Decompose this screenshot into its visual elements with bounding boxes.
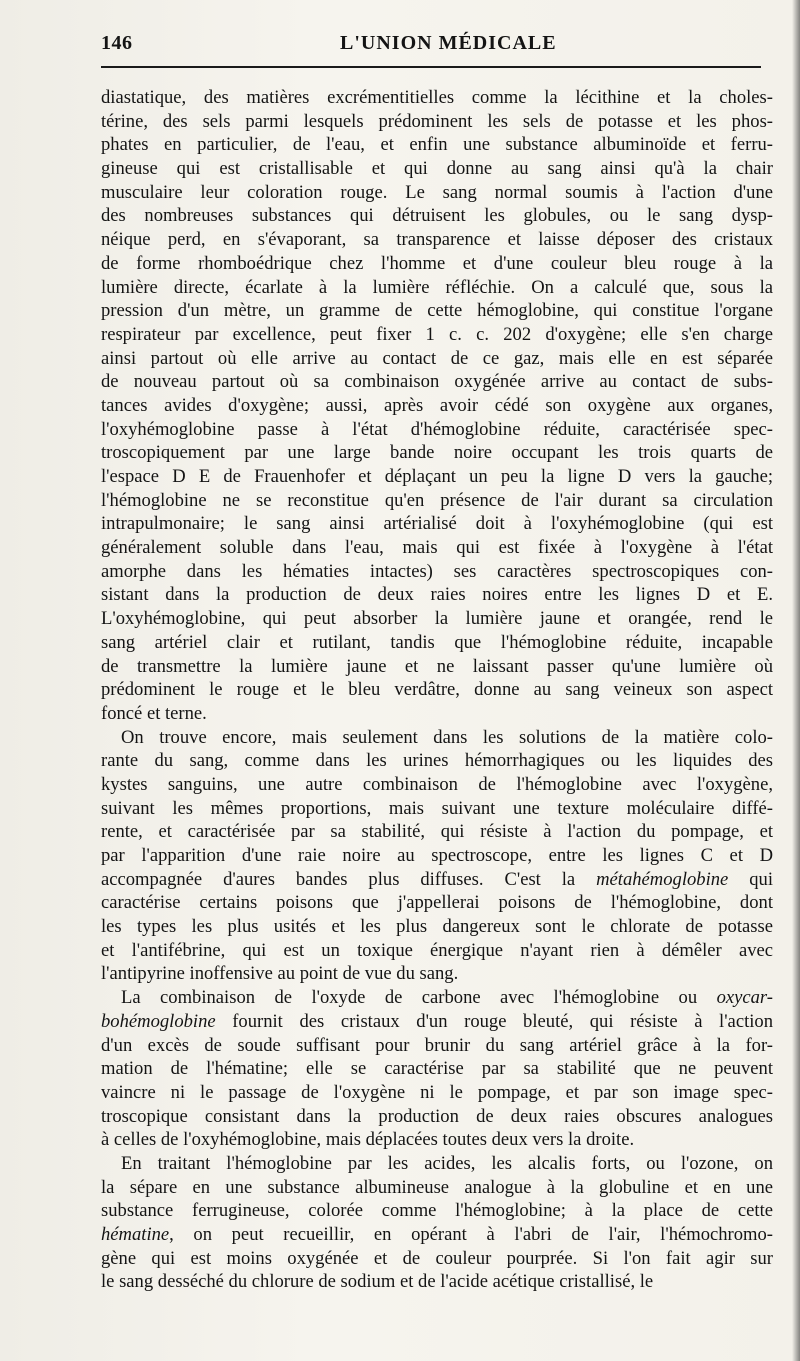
text-line: lumière directe, écarlate à la lumière réfléchie. On a calculé que, sous la bbox=[101, 276, 773, 298]
text-line: vaincre ni le passage de l'oxygène ni le pompage, et par son image spec- bbox=[101, 1081, 773, 1103]
paragraph bbox=[101, 1152, 773, 1294]
paragraph bbox=[101, 986, 773, 1152]
paragraph bbox=[101, 86, 773, 726]
text-line: d'un excès de soude suffisant pour brunir du sang artériel grâce à la for- bbox=[101, 1034, 773, 1056]
text-line: gineuse qui est cristallisable et qui donne au sang ainsi qu'à la chair bbox=[101, 158, 773, 180]
text-line: On trouve encore, mais seulement dans les solutions de la matière colo- bbox=[121, 726, 773, 748]
text-line: substance ferrugineuse, colorée comme l'hémoglobine; à la place de cette bbox=[101, 1200, 773, 1222]
text-line: accompagnée d'aures bandes plus diffuses. C'est la métahémoglobine qui bbox=[101, 868, 773, 890]
text-line: à celles de l'oxyhémoglobine, mais déplacées toutes deux vers la droite. bbox=[101, 1129, 635, 1151]
text-line: foncé et terne. bbox=[101, 702, 207, 724]
text-line: par l'apparition d'une raie noire au spectroscope, entre les lignes C et D bbox=[101, 845, 773, 866]
italic-term: hématine bbox=[101, 1224, 170, 1245]
text-line: des nombreuses substances qui détruisent les globules, ou le sang dysp- bbox=[101, 205, 773, 227]
text-line: sang artériel clair et rutilant, tandis que l'hémoglobine réduite, incapable bbox=[101, 631, 773, 653]
text-line: rante du sang, comme dans les urines hémorrhagiques ou les liquides des bbox=[101, 750, 773, 772]
text-line: néique perd, en s'évaporant, sa transparence et laisse déposer des cristaux bbox=[101, 229, 773, 251]
paragraph bbox=[101, 726, 773, 987]
text-line: musculaire leur coloration rouge. Le sang normal soumis à l'action d'une bbox=[101, 181, 773, 203]
text-line: la sépare en une substance albumineuse analogue à la globuline et en une bbox=[101, 1176, 773, 1198]
text-line: sistant dans la production de deux raies noires entre les lignes D et E. bbox=[101, 584, 773, 606]
text-line: phates en particulier, de l'eau, et enfin une substance albuminoïde et ferru- bbox=[101, 134, 773, 156]
text-line: l'antipyrine inoffensive au point de vue du sang. bbox=[101, 963, 459, 985]
text-line: rente, et caractérisée par sa stabilité, qui résiste à l'action du pompage, et bbox=[101, 821, 773, 843]
text-line: de transmettre la lumière jaune et ne laissant passer qu'une lumière où bbox=[101, 655, 773, 677]
text-line: térine, des sels parmi lesquels prédominent les sels de potasse et les phos- bbox=[101, 110, 773, 132]
text-line: troscopiquement par une large bande noire occupant les trois quarts de bbox=[101, 442, 773, 464]
italic-term: oxycar- bbox=[716, 987, 773, 1009]
text-line: gène qui est moins oxygénée et de couleur pourprée. Si l'on fait agir sur bbox=[101, 1247, 773, 1269]
text-line: tances avides d'oxygène; aussi, après avoir cédé son oxygène aux organes, bbox=[101, 394, 773, 416]
running-header bbox=[0, 28, 800, 64]
text-line: diastatique, des matières excrémentitielles comme la lécithine et la choles- bbox=[101, 87, 773, 108]
italic-term: métahémoglobine bbox=[596, 868, 729, 890]
text-line: l'espace D E de Frauenhofer et déplaçant un peu la ligne D vers la gauche; bbox=[101, 466, 773, 487]
italic-term: bohémoglobine bbox=[101, 1010, 216, 1032]
text-line: intrapulmonaire; le sang ainsi artérialisé doit à l'oxyhémoglobine (qui est bbox=[101, 513, 773, 535]
text-line: amorphe dans les hématies intactes) ses caractères spectroscopiques con- bbox=[101, 560, 773, 582]
header-rule bbox=[101, 66, 761, 68]
text-line: les types les plus usités et les plus dangereux sont le chlorate de potasse bbox=[101, 916, 773, 938]
page-number: 146 bbox=[101, 32, 133, 54]
text-line: caractérise certains poisons que j'appellerai poisons de l'hémoglobine, dont bbox=[101, 892, 773, 914]
text-line: respirateur par excellence, peut fixer 1 c. c. 202 d'oxygène; elle s'en charge bbox=[101, 323, 773, 345]
text-line: kystes sanguins, une autre combinaison de l'hémoglobine avec l'oxygène, bbox=[101, 773, 773, 795]
text-line: pression d'un mètre, un gramme de cette hémoglobine, qui constitue l'organe bbox=[101, 300, 773, 322]
text-line: L'oxyhémoglobine, qui peut absorber la lumière jaune et orangée, rend le bbox=[101, 608, 773, 630]
text-line: La combinaison de l'oxyde de carbone avec l'hémoglobine ou oxycar- bbox=[121, 987, 773, 1009]
text-line: troscopique consistant dans la production de deux raies obscures analogues bbox=[101, 1105, 773, 1127]
text-line: généralement soluble dans l'eau, mais qui est fixée à l'oxygène à l'état bbox=[101, 537, 773, 559]
text-line: de forme rhomboédrique chez l'homme et d'une couleur bleu rouge à la bbox=[101, 252, 773, 274]
text-line: En traitant l'hémoglobine par les acides, les alcalis forts, ou l'ozone, on bbox=[121, 1152, 773, 1174]
page-edge-shadow bbox=[792, 0, 800, 1361]
body-text bbox=[101, 86, 773, 1294]
text-line: et l'antifébrine, qui est un toxique énergique n'ayant rien à démêler avec bbox=[101, 939, 773, 961]
text-line: suivant les mêmes proportions, mais suivant une texture moléculaire diffé- bbox=[101, 797, 773, 819]
text-line: ainsi partout où elle arrive au contact de ce gaz, mais elle en est séparée bbox=[101, 347, 773, 369]
text-line: l'hémoglobine ne se reconstitue qu'en présence de l'air durant sa circulation bbox=[101, 489, 773, 511]
text-line: hématine, on peut recueillir, en opérant à l'abri de l'air, l'hémochromo- bbox=[101, 1224, 773, 1245]
text-line: bohémoglobine fournit des cristaux d'un rouge bleuté, qui résiste à l'action bbox=[101, 1010, 773, 1032]
text-line: l'oxyhémoglobine passe à l'état d'hémoglobine réduite, caractérisée spec- bbox=[101, 418, 773, 440]
text-line: mation de l'hématine; elle se caractérise par sa stabilité que ne peuvent bbox=[101, 1058, 773, 1080]
text-line: de nouveau partout où sa combinaison oxygénée arrive au contact de subs- bbox=[101, 371, 773, 393]
text-line: le sang desséché du chlorure de sodium et de l'acide acétique cristallisé, le bbox=[101, 1271, 654, 1293]
text-line: prédominent le rouge et le bleu verdâtre, donne au sang veineux son aspect bbox=[101, 679, 773, 701]
running-title: L'UNION MÉDICALE bbox=[340, 32, 557, 54]
